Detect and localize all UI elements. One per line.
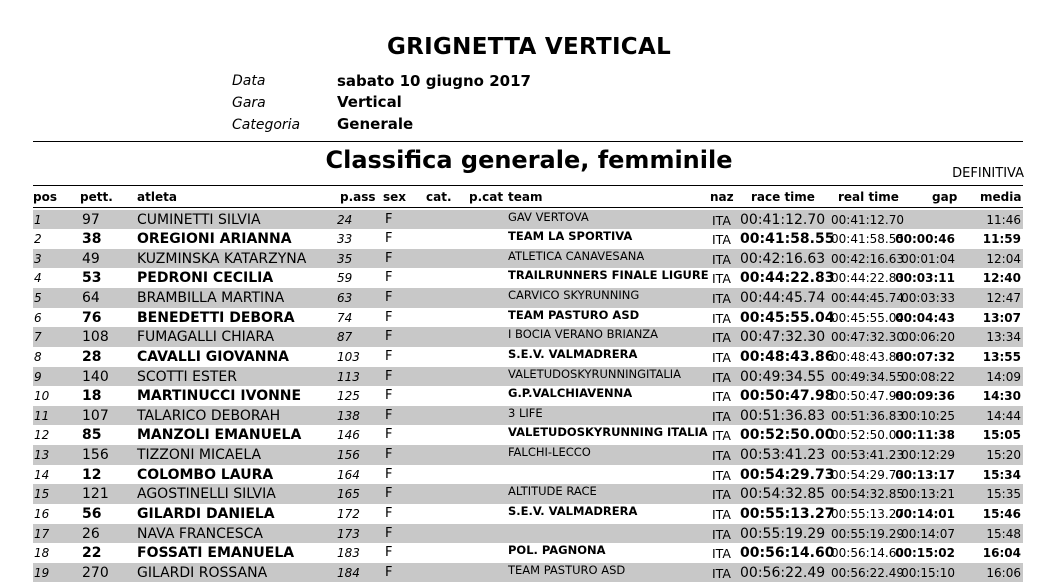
nationality-cell: ITA <box>712 506 731 522</box>
pace-cell: 11:59 <box>982 232 1021 247</box>
table-row <box>33 386 1023 406</box>
position-cell: 15 <box>34 487 50 502</box>
athlete-name-cell: GILARDI DANIELA <box>137 505 275 522</box>
position-cell: 16 <box>34 506 50 521</box>
position-cell: 18 <box>34 546 50 561</box>
team-cell: G.P.VALCHIAVENNA <box>508 386 633 401</box>
overall-pass-cell: 173 <box>337 526 360 541</box>
real-time-cell: 00:50:47.98 <box>831 389 904 404</box>
sex-cell: F <box>385 564 393 580</box>
overall-pass-cell: 35 <box>337 251 353 266</box>
meta-value-gara: Vertical <box>337 93 402 111</box>
team-cell: FALCHI-LECCO <box>508 445 591 460</box>
team-cell: TEAM PASTURO ASD <box>508 562 626 577</box>
real-time-cell: 00:48:43.86 <box>831 349 904 364</box>
bib-cell: 85 <box>82 427 102 444</box>
race-time-cell: 00:41:12.70 <box>740 211 826 228</box>
athlete-name-cell: BENEDETTI DEBORA <box>137 309 295 326</box>
column-header-race-time: race time <box>751 190 815 204</box>
nationality-cell: ITA <box>712 232 731 248</box>
race-time-cell: 00:50:47.98 <box>740 388 835 405</box>
sex-cell: F <box>385 250 393 266</box>
pace-cell: 15:48 <box>986 526 1021 541</box>
athlete-name-cell: KUZMINSKA KATARZYNA <box>137 250 307 267</box>
bib-cell: 18 <box>82 388 102 405</box>
overall-pass-cell: 138 <box>337 408 360 423</box>
athlete-name-cell: TIZZONI MICAELA <box>137 447 262 464</box>
nationality-cell: ITA <box>712 546 731 562</box>
real-time-cell: 00:42:16.63 <box>831 251 904 266</box>
overall-pass-cell: 113 <box>337 369 360 384</box>
table-row <box>33 563 1023 583</box>
athlete-name-cell: AGOSTINELLI SILVIA <box>137 486 276 503</box>
table-row <box>33 268 1023 288</box>
overall-pass-cell: 24 <box>337 212 353 227</box>
race-time-cell: 00:55:19.29 <box>740 525 826 542</box>
sex-cell: F <box>385 290 393 306</box>
nationality-cell: ITA <box>712 428 731 444</box>
position-cell: 8 <box>34 349 42 364</box>
race-time-cell: 00:47:32.30 <box>740 329 826 346</box>
race-time-cell: 00:56:22.49 <box>740 564 826 581</box>
athlete-name-cell: OREGIONI ARIANNA <box>137 231 292 248</box>
real-time-cell: 00:52:50.00 <box>831 428 904 443</box>
race-time-cell: 00:51:36.83 <box>740 407 826 424</box>
pace-cell: 13:07 <box>982 310 1021 325</box>
gap-cell: 00:00:46 <box>895 232 955 247</box>
column-header-pos: pos <box>33 190 57 204</box>
pace-cell: 13:55 <box>982 349 1021 364</box>
report-title: GRIGNETTA VERTICAL <box>386 34 672 60</box>
real-time-cell: 00:55:19.29 <box>831 526 904 541</box>
race-time-cell: 00:54:29.73 <box>740 466 835 483</box>
bib-cell: 140 <box>82 368 109 385</box>
gap-cell: 00:15:02 <box>895 546 955 561</box>
status-label: DEFINITIVA <box>952 166 1024 181</box>
pace-cell: 12:40 <box>982 271 1021 286</box>
gap-cell: 00:03:11 <box>895 271 955 286</box>
table-row <box>33 504 1023 524</box>
pace-cell: 11:46 <box>986 212 1021 227</box>
nationality-cell: ITA <box>712 349 731 365</box>
bib-cell: 38 <box>82 231 102 248</box>
table-row <box>33 347 1023 367</box>
pace-cell: 15:05 <box>982 428 1021 443</box>
pace-cell: 16:04 <box>982 546 1021 561</box>
race-time-cell: 00:44:45.74 <box>740 290 826 307</box>
athlete-name-cell: BRAMBILLA MARTINA <box>137 290 285 307</box>
real-time-cell: 00:41:58.55 <box>831 232 904 247</box>
column-header-sex: sex <box>383 190 407 204</box>
real-time-cell: 00:44:22.83 <box>831 271 904 286</box>
position-cell: 10 <box>34 389 50 404</box>
table-row <box>33 327 1023 347</box>
race-time-cell: 00:48:43.86 <box>740 348 835 365</box>
column-header-team: team <box>508 190 543 204</box>
overall-pass-cell: 184 <box>337 565 360 580</box>
overall-pass-cell: 172 <box>337 506 360 521</box>
athlete-name-cell: MANZOLI EMANUELA <box>137 427 302 444</box>
athlete-name-cell: FUMAGALLI CHIARA <box>137 329 275 346</box>
sex-cell: F <box>385 231 393 247</box>
gap-cell: 00:12:29 <box>901 448 955 463</box>
table-row <box>33 308 1023 328</box>
pace-cell: 16:06 <box>986 565 1021 580</box>
overall-pass-cell: 103 <box>337 349 360 364</box>
meta-value-categoria: Generale <box>337 115 414 133</box>
column-header-athlete: atleta <box>137 190 177 204</box>
gap-cell: 00:14:07 <box>901 526 955 541</box>
meta-label-data: Data <box>232 73 266 89</box>
sex-cell: F <box>385 545 393 561</box>
team-cell: POL. PAGNONA <box>508 543 606 558</box>
sex-cell: F <box>385 388 393 404</box>
team-cell: TEAM PASTURO ASD <box>508 307 640 322</box>
nationality-cell: ITA <box>712 448 731 464</box>
bib-cell: 76 <box>82 309 102 326</box>
gap-cell: 00:07:32 <box>895 349 955 364</box>
table-row <box>33 445 1023 465</box>
real-time-cell: 00:49:34.55 <box>831 369 904 384</box>
sex-cell: F <box>385 348 393 364</box>
gap-cell: 00:13:17 <box>895 467 955 482</box>
bib-cell: 270 <box>82 564 109 581</box>
gap-cell: 00:06:20 <box>901 330 955 345</box>
position-cell: 17 <box>34 526 50 541</box>
real-time-cell: 00:55:13.27 <box>831 506 904 521</box>
overall-pass-cell: 59 <box>337 271 353 286</box>
overall-pass-cell: 165 <box>337 487 360 502</box>
real-time-cell: 00:45:55.04 <box>831 310 904 325</box>
position-cell: 7 <box>34 330 42 345</box>
gap-cell: 00:09:36 <box>895 389 955 404</box>
table-row <box>33 288 1023 308</box>
gap-cell: 00:14:01 <box>895 506 955 521</box>
position-cell: 4 <box>34 271 42 286</box>
gap-cell: 00:13:21 <box>901 487 955 502</box>
gap-cell: 00:01:04 <box>901 251 955 266</box>
overall-pass-cell: 125 <box>337 389 360 404</box>
bib-cell: 49 <box>82 250 100 267</box>
athlete-name-cell: GILARDI ROSSANA <box>137 564 268 581</box>
nationality-cell: ITA <box>712 310 731 326</box>
sex-cell: F <box>385 211 393 227</box>
gap-cell: 00:03:33 <box>901 291 955 306</box>
overall-pass-cell: 74 <box>337 310 353 325</box>
athlete-name-cell: CUMINETTI SILVIA <box>137 211 261 228</box>
athlete-name-cell: PEDRONI CECILIA <box>137 270 274 287</box>
athlete-name-cell: FOSSATI EMANUELA <box>137 545 295 562</box>
column-header-bib: pett. <box>80 190 113 204</box>
athlete-name-cell: NAVA FRANCESCA <box>137 525 263 542</box>
position-cell: 5 <box>34 291 42 306</box>
team-cell: VALETUDOSKYRUNNINGITALIA <box>508 366 682 381</box>
table-row <box>33 543 1023 563</box>
race-time-cell: 00:44:22.83 <box>740 270 835 287</box>
column-header-naz: naz <box>710 190 734 204</box>
team-cell: I BOCIA VERANO BRIANZA <box>508 327 659 342</box>
position-cell: 3 <box>34 251 42 266</box>
pace-cell: 15:34 <box>982 467 1021 482</box>
athlete-name-cell: CAVALLI GIOVANNA <box>137 348 290 365</box>
team-cell: ALTITUDE RACE <box>508 484 597 499</box>
race-time-cell: 00:49:34.55 <box>740 368 826 385</box>
pace-cell: 14:30 <box>982 389 1021 404</box>
gap-cell: 00:10:25 <box>901 408 955 423</box>
overall-pass-cell: 63 <box>337 291 353 306</box>
team-cell: CARVICO SKYRUNNING <box>508 288 640 303</box>
column-header-media: media <box>980 190 1022 204</box>
bib-cell: 108 <box>82 329 109 346</box>
bib-cell: 56 <box>82 505 102 522</box>
position-cell: 14 <box>34 467 50 482</box>
gap-cell: 00:11:38 <box>895 428 955 443</box>
sex-cell: F <box>385 505 393 521</box>
race-time-cell: 00:42:16.63 <box>740 250 826 267</box>
race-time-cell: 00:55:13.27 <box>740 505 835 522</box>
table-row <box>33 406 1023 426</box>
nationality-cell: ITA <box>712 565 731 581</box>
race-time-cell: 00:56:14.60 <box>740 545 835 562</box>
column-header-pass: p.ass <box>340 190 376 204</box>
overall-pass-cell: 183 <box>337 546 360 561</box>
classification-subtitle: Classifica generale, femminile <box>325 146 733 174</box>
pace-cell: 14:09 <box>986 369 1021 384</box>
sex-cell: F <box>385 427 393 443</box>
real-time-cell: 00:54:29.73 <box>831 467 904 482</box>
column-header-pcat: p.cat <box>469 190 504 204</box>
pace-cell: 15:46 <box>982 506 1021 521</box>
table-row <box>33 524 1023 544</box>
overall-pass-cell: 156 <box>337 448 360 463</box>
team-cell: 3 LIFE <box>508 405 543 420</box>
nationality-cell: ITA <box>712 408 731 424</box>
race-time-cell: 00:53:41.23 <box>740 447 826 464</box>
table-row <box>33 465 1023 485</box>
meta-label-categoria: Categoria <box>232 117 301 133</box>
nationality-cell: ITA <box>712 369 731 385</box>
pace-cell: 15:20 <box>986 448 1021 463</box>
header-underline <box>33 207 1023 208</box>
real-time-cell: 00:51:36.83 <box>831 408 904 423</box>
athlete-name-cell: TALARICO DEBORAH <box>137 407 281 424</box>
team-cell: GAV VERTOVA <box>508 209 589 224</box>
team-cell: TRAILRUNNERS FINALE LIGURE <box>508 268 709 283</box>
athlete-name-cell: SCOTTI ESTER <box>137 368 237 385</box>
position-cell: 13 <box>34 448 50 463</box>
overall-pass-cell: 146 <box>337 428 360 443</box>
position-cell: 11 <box>34 408 50 423</box>
nationality-cell: ITA <box>712 526 731 542</box>
team-cell: S.E.V. VALMADRERA <box>508 346 638 361</box>
real-time-cell: 00:44:45.74 <box>831 291 904 306</box>
team-cell: ATLETICA CANAVESANA <box>508 248 645 263</box>
meta-label-gara: Gara <box>232 95 266 111</box>
table-row <box>33 484 1023 504</box>
column-header-real-time: real time <box>838 190 899 204</box>
nationality-cell: ITA <box>712 271 731 287</box>
sex-cell: F <box>385 329 393 345</box>
sex-cell: F <box>385 486 393 502</box>
pace-cell: 15:35 <box>986 487 1021 502</box>
gap-cell: 00:08:22 <box>901 369 955 384</box>
position-cell: 2 <box>34 232 42 247</box>
table-row <box>33 210 1023 230</box>
sex-cell: F <box>385 407 393 423</box>
team-cell: TEAM LA SPORTIVA <box>508 229 633 244</box>
nationality-cell: ITA <box>712 487 731 503</box>
header-divider <box>33 185 1023 186</box>
pace-cell: 12:04 <box>986 251 1021 266</box>
gap-cell: 00:15:10 <box>901 565 955 580</box>
meta-value-data: sabato 10 giugno 2017 <box>337 72 531 90</box>
sex-cell: F <box>385 309 393 325</box>
position-cell: 1 <box>34 212 42 227</box>
table-row <box>33 229 1023 249</box>
bib-cell: 28 <box>82 348 102 365</box>
position-cell: 12 <box>34 428 50 443</box>
sex-cell: F <box>385 466 393 482</box>
real-time-cell: 00:56:14.60 <box>831 546 904 561</box>
real-time-cell: 00:54:32.85 <box>831 487 904 502</box>
team-cell: VALETUDOSKYRUNNING ITALIA <box>508 425 708 440</box>
position-cell: 6 <box>34 310 42 325</box>
team-cell: S.E.V. VALMADRERA <box>508 503 638 518</box>
bib-cell: 97 <box>82 211 100 228</box>
real-time-cell: 00:41:12.70 <box>831 212 904 227</box>
sex-cell: F <box>385 270 393 286</box>
bib-cell: 22 <box>82 545 102 562</box>
pace-cell: 14:44 <box>986 408 1021 423</box>
nationality-cell: ITA <box>712 251 731 267</box>
overall-pass-cell: 164 <box>337 467 360 482</box>
pace-cell: 12:47 <box>986 291 1021 306</box>
real-time-cell: 00:56:22.49 <box>831 565 904 580</box>
column-header-cat: cat. <box>426 190 452 204</box>
bib-cell: 64 <box>82 290 100 307</box>
race-time-cell: 00:45:55.04 <box>740 309 835 326</box>
nationality-cell: ITA <box>712 467 731 483</box>
race-time-cell: 00:52:50.00 <box>740 427 835 444</box>
race-time-cell: 00:54:32.85 <box>740 486 826 503</box>
athlete-name-cell: COLOMBO LAURA <box>137 466 274 483</box>
table-row <box>33 425 1023 445</box>
pace-cell: 13:34 <box>986 330 1021 345</box>
real-time-cell: 00:47:32.30 <box>831 330 904 345</box>
real-time-cell: 00:53:41.23 <box>831 448 904 463</box>
bib-cell: 26 <box>82 525 100 542</box>
table-row <box>33 249 1023 269</box>
sex-cell: F <box>385 447 393 463</box>
nationality-cell: ITA <box>712 291 731 307</box>
bib-cell: 156 <box>82 447 109 464</box>
overall-pass-cell: 33 <box>337 232 353 247</box>
table-row <box>33 367 1023 387</box>
bib-cell: 12 <box>82 466 102 483</box>
position-cell: 9 <box>34 369 42 384</box>
top-divider <box>33 141 1023 142</box>
sex-cell: F <box>385 525 393 541</box>
sex-cell: F <box>385 368 393 384</box>
nationality-cell: ITA <box>712 212 731 228</box>
athlete-name-cell: MARTINUCCI IVONNE <box>137 388 302 405</box>
race-time-cell: 00:41:58.55 <box>740 231 835 248</box>
nationality-cell: ITA <box>712 330 731 346</box>
bib-cell: 107 <box>82 407 109 424</box>
bib-cell: 53 <box>82 270 102 287</box>
bib-cell: 121 <box>82 486 109 503</box>
column-header-gap: gap <box>932 190 958 204</box>
overall-pass-cell: 87 <box>337 330 353 345</box>
nationality-cell: ITA <box>712 389 731 405</box>
gap-cell: 00:04:43 <box>895 310 955 325</box>
position-cell: 19 <box>34 565 50 580</box>
